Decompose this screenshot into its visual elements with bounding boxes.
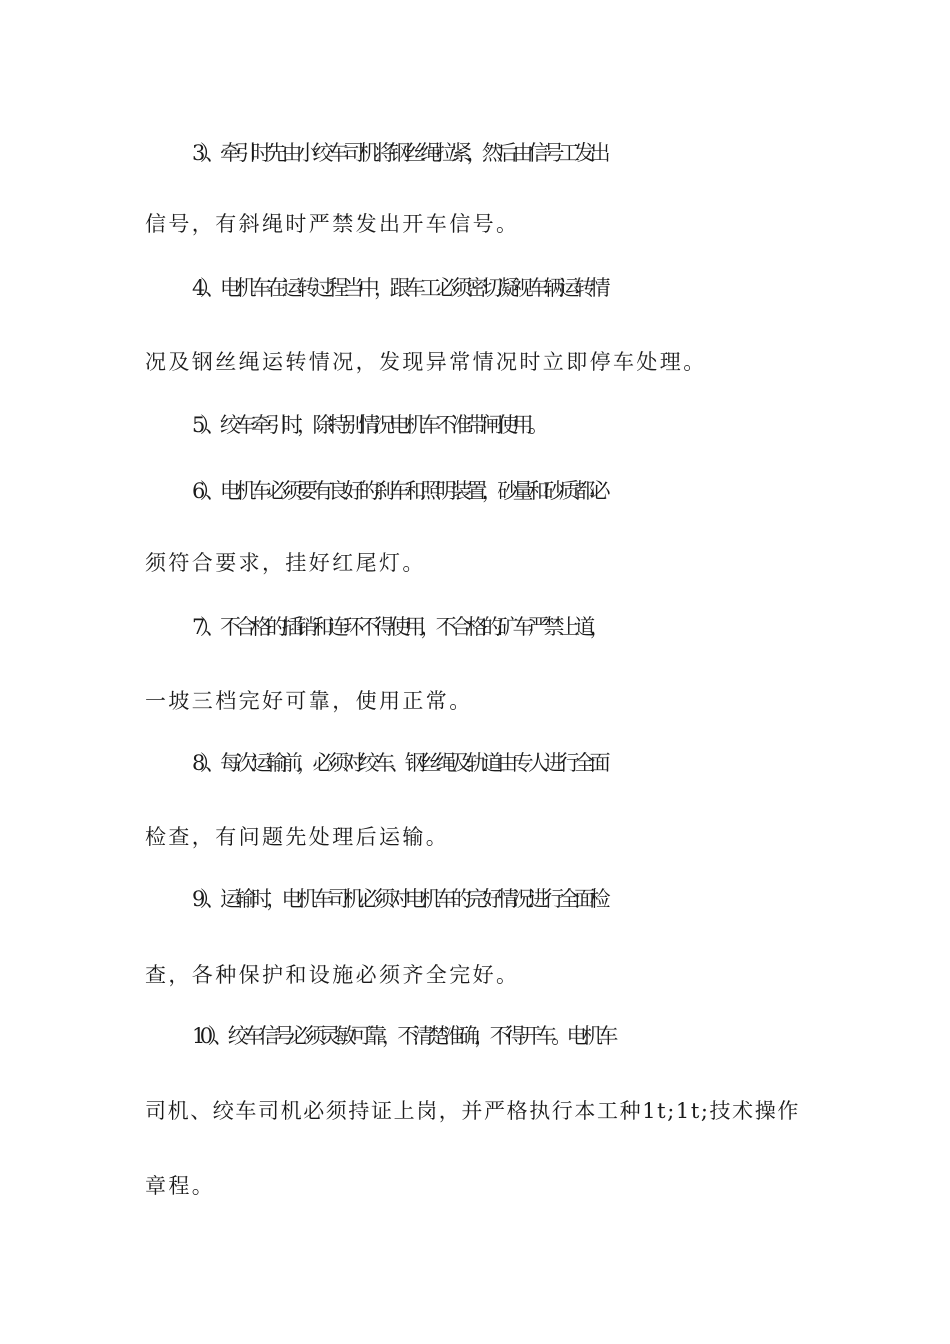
paragraph-5-line-1: 5）、绞车牵引时，除特别情况电机车不准带闸使用。 bbox=[192, 413, 544, 437]
paragraph-9-line-2: 查，各种保护和设施必须齐全完好。 bbox=[145, 963, 520, 987]
paragraph-7-line-2: 一坡三档完好可靠，使用正常。 bbox=[145, 689, 473, 713]
paragraph-10-line-3: 章程。 bbox=[145, 1174, 216, 1198]
paragraph-10-line-1: 10）、绞车信号必须灵敏可靠，不清楚准确，不得开车。电机车 bbox=[192, 1024, 613, 1048]
paragraph-7-line-1: 7）、不合格的插销和连环不得使用，不合格的矿车严禁上道， bbox=[192, 615, 606, 639]
paragraph-8-line-2: 检查，有问题先处理后运输。 bbox=[145, 825, 450, 849]
paragraph-4-line-1: 4）、电机车在运转过程当中，跟车工必须密切凝视车辆运转情 bbox=[192, 276, 606, 300]
paragraph-4-line-2: 况及钢丝绳运转情况，发现异常情况时立即停车处理。 bbox=[145, 350, 707, 374]
paragraph-3-line-1: 3）、牵引时先由小绞车司机将钢丝绳拉紧，然后由信号工发出 bbox=[192, 141, 606, 165]
paragraph-9-line-1: 9）、运输时，电机车司机必须对电机车的完好情况进行全面检 bbox=[192, 887, 606, 911]
paragraph-10-line-2: 司机、绞车司机必须持证上岗，并严格执行本工种1t;1t;技术操作 bbox=[145, 1099, 800, 1123]
paragraph-6-line-1: 6）、电机车必须要有良好的刹车和照明装置，砂量和砂质都必 bbox=[192, 479, 606, 503]
paragraph-3-line-2: 信号，有斜绳时严禁发出开车信号。 bbox=[145, 212, 520, 236]
paragraph-6-line-2: 须符合要求，挂好红尾灯。 bbox=[145, 551, 426, 575]
paragraph-8-line-1: 8）、每次运输前，必须对绞车、钢丝绳及轨道由专人进行全面 bbox=[192, 751, 606, 775]
